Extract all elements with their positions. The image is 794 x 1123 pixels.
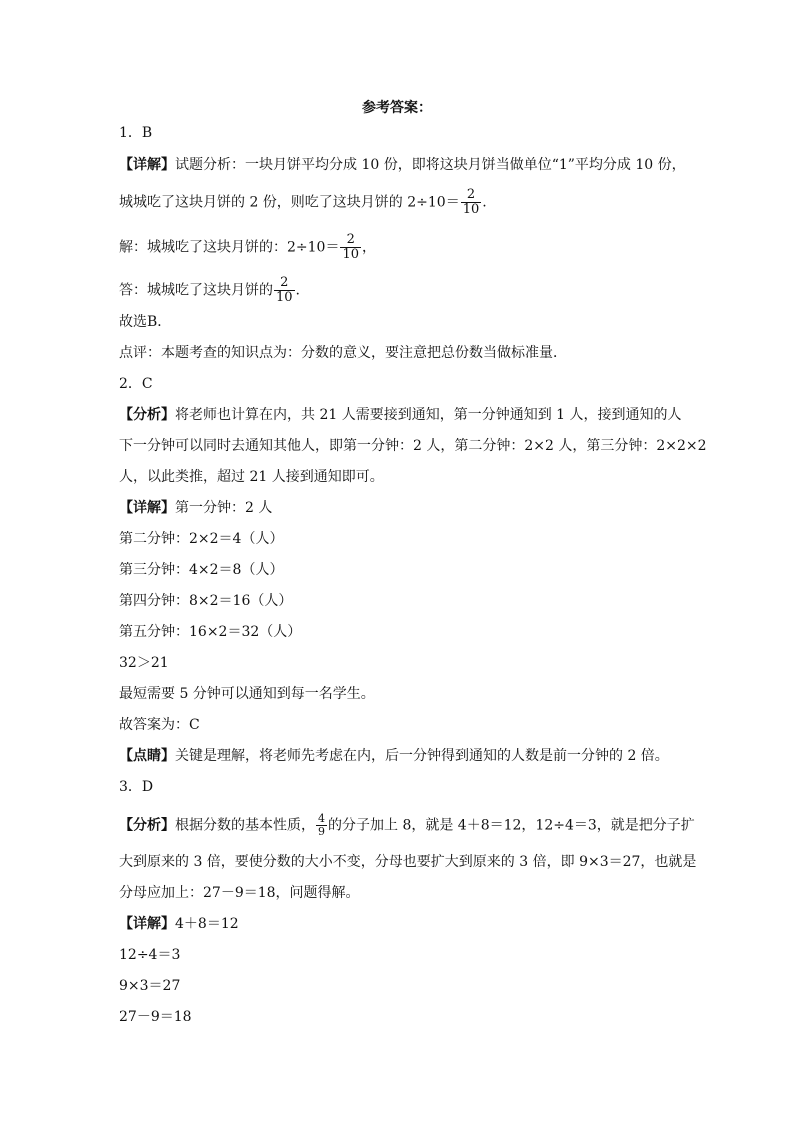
tip-tag: 【点睛】 [119,748,175,764]
q2-detail-line1: 【详解】第一分钟：2 人 [119,500,273,516]
q1-detail-line1 [119,155,686,175]
q2-detail-line2: 第二分钟：2×2＝4（人） [119,531,284,547]
q2-final: 故答案为：C [119,717,200,733]
q1-detail-text1: 试题分析：一块月饼平均分成 10 份，即将这块月饼当做单位“1”平均分成 10 份， [175,157,686,173]
q1-detail-line2: 城城吃了这块月饼的 2 份，则吃了这块月饼的 2÷10＝ $\frac{2}{10}$ . [119,187,487,217]
q3-detail-line2: 12÷4＝3 [119,947,181,963]
q1-choose: 故选B． [119,314,172,330]
q3-answer: 3．D [119,779,154,795]
q3-detail-line3: 9×3＝27 [119,978,181,994]
q2-conclusion: 最短需要 5 分钟可以通知到每一名学生。 [119,686,375,702]
q1-solve-line: 解：城城吃了这块月饼的：2÷10＝ $\frac{2}{10}$ ， [119,232,376,262]
page-title: 参考答案： [362,100,432,116]
q2-analysis-line1: 【分析】将老师也计算在内，共 21 人需要接到通知，第一分钟通知到 1 人，接到通知的人 [119,407,682,423]
fraction: $\frac{4}{9}$ [318,812,325,838]
q1-solve-text: 解：城城吃了这块月饼的：2÷10＝ [119,239,340,256]
q1-answer: 1．B [119,125,153,141]
fraction: $\frac{2}{10}$ [462,187,480,217]
q1-answer-line: 答：城城吃了这块月饼的 $\frac{2}{10}$ . [119,275,300,305]
q1-comment: 点评：本题考查的知识点为：分数的意义，要注意把总份数当做标准量． [119,345,567,361]
q3-detail-line4: 27－9＝18 [119,1009,192,1025]
q2-detail-line5: 第五分钟：16×2＝32（人） [119,624,302,640]
q2-analysis-line2: 下一分钟可以同时去通知其他人，即第一分钟：2 人，第二分钟：2×2 人，第三分钟：2×2×2 [119,438,707,454]
analysis-tag: 【分析】 [119,817,175,834]
q3-analysis-line1: 【分析】根据分数的基本性质， $\frac{4}{9}$ 的分子加上 8，就是 4＋8＝12，12÷4＝3，就是把分子扩 [119,812,695,838]
q2-analysis-line3: 人，以此类推，超过 21 人接到通知即可。 [119,469,384,485]
q3-detail-line1: 【详解】4＋8＝12 [119,916,239,932]
q2-answer: 2．C [119,376,153,392]
q3-analysis-line3: 分母应加上：27－9＝18，问题得解。 [119,885,360,901]
q2-compare: 32＞21 [119,655,169,671]
analysis-tag: 【分析】 [119,407,175,423]
fraction: $\frac{2}{10}$ [276,275,293,305]
q1-answer-text: 答：城城吃了这块月饼的 [119,282,273,299]
q2-detail-line3: 第三分钟：4×2＝8（人） [119,562,284,578]
fraction: $\frac{2}{10}$ [342,232,359,262]
detail-tag: 【详解】 [119,916,175,932]
detail-tag: 【详解】 [119,500,175,516]
q2-detail-line4: 第四分钟：8×2＝16（人） [119,593,293,609]
q2-tip-line: 【点睛】关键是理解，将老师先考虑在内，后一分钟得到通知的人数是前一分钟的 2 倍。 [119,748,669,764]
detail-tag: 【详解】 [119,157,175,173]
q3-analysis-line2: 大到原来的 3 倍，要使分数的大小不变，分母也要扩大到原来的 3 倍，即 9×3＝27，也就是 [119,854,697,870]
q1-detail-text2: 城城吃了这块月饼的 2 份，则吃了这块月饼的 2÷10＝ [119,194,460,211]
